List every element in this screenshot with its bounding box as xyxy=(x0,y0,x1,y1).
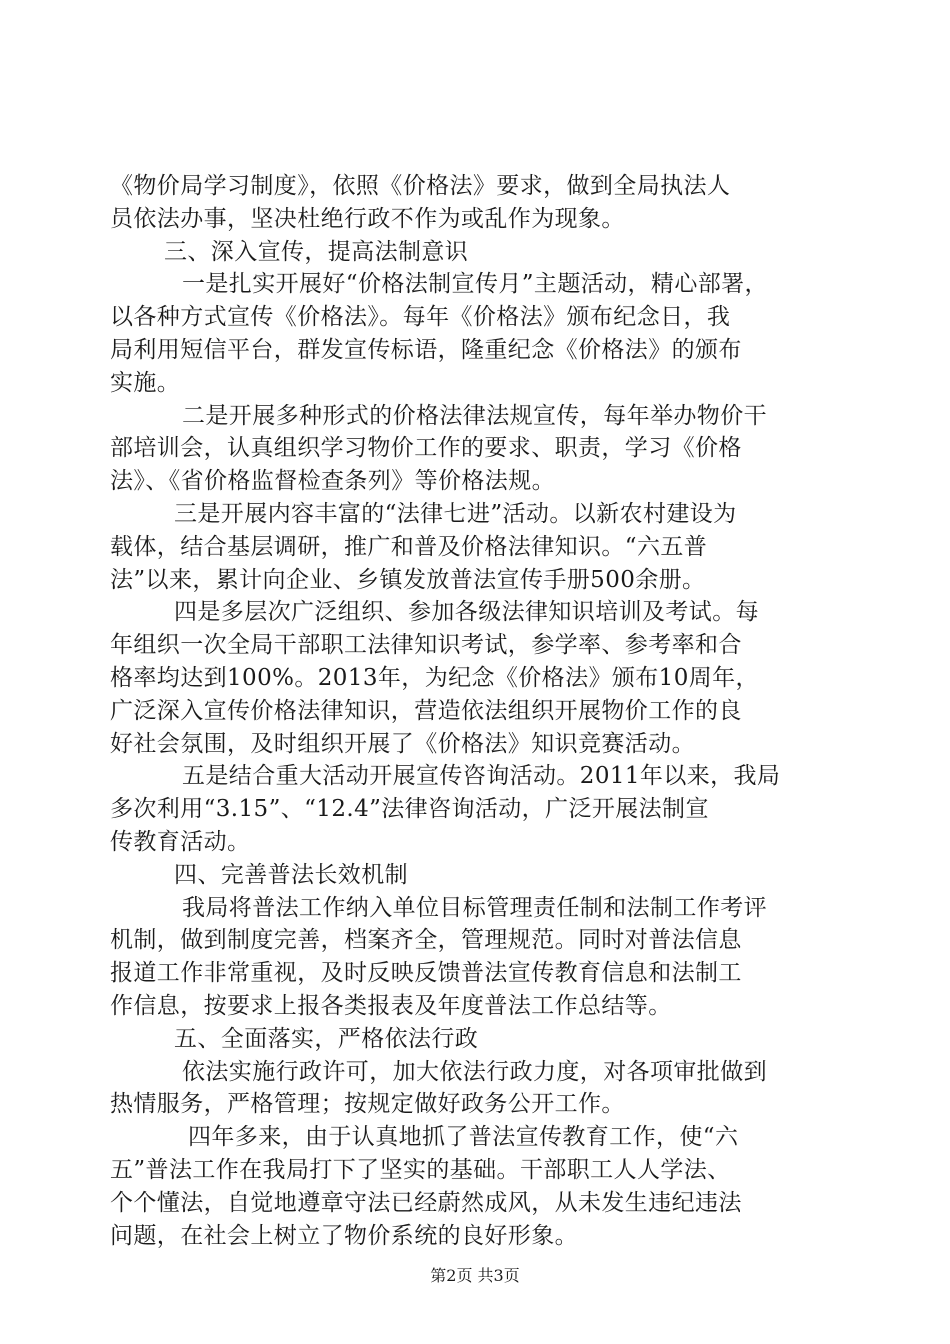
text-line: 员依法办事，坚决杜绝行政不作为或乱作为现象。 xyxy=(110,205,625,232)
text-line: 以各种方式宣传《价格法》。每年《价格法》颁布纪念日，我 xyxy=(110,304,731,331)
text-line: 五”普法工作在我局打下了坚实的基础。干部职工人人学法、 xyxy=(110,1156,731,1183)
text-line: 五、全面落实，严格依法行政 xyxy=(174,1025,479,1052)
text-line: 机制，做到制度完善，档案齐全，管理规范。同时对普法信息 xyxy=(110,927,742,954)
text-line: 二是开展多种形式的价格法律法规宣传，每年举办物价干 xyxy=(182,402,767,429)
text-line: 个个懂法，自觉地遵章守法已经蔚然成风，从未发生违纪违法 xyxy=(110,1189,742,1216)
text-line: 法”以来，累计向企业、乡镇发放普法宣传手册500余册。 xyxy=(110,566,706,593)
text-line: 三是开展内容丰富的“法律七进”活动。以新农村建设为 xyxy=(174,500,737,527)
text-line: 热情服务，严格管理；按规定做好政务公开工作。 xyxy=(110,1091,625,1118)
page-footer xyxy=(0,1266,950,1286)
text-line: 依法实施行政许可，加大依法行政力度，对各项审批做到 xyxy=(182,1058,767,1085)
text-line: 好社会氛围，及时组织开展了《价格法》知识竞赛活动。 xyxy=(110,730,695,757)
text-line: 广泛深入宣传价格法律知识，营造依法组织开展物价工作的良 xyxy=(110,697,742,724)
document-body xyxy=(110,170,835,1252)
text-line: 我局将普法工作纳入单位目标管理责任制和法制工作考评 xyxy=(182,894,767,921)
text-line: 法》、《省价格监督检查条列》等价格法规。 xyxy=(110,468,555,495)
text-line: 《物价局学习制度》，依照《价格法》要求，做到全局执法人 xyxy=(110,173,731,199)
text-line: 四是多层次广泛组织、参加各级法律知识培训及考试。每 xyxy=(174,599,759,626)
text-line: 部培训会，认真组织学习物价工作的要求、职责，学习《价格 xyxy=(110,435,742,462)
text-line: 问题，在社会上树立了物价系统的良好形象。 xyxy=(110,1222,578,1249)
text-line: 一是扎实开展好“价格法制宣传月”主题活动，精心部署， xyxy=(182,271,768,298)
text-line: 格率均达到100%。2013年，为纪念《价格法》颁布10周年， xyxy=(110,664,759,691)
text-line: 传教育活动。 xyxy=(110,828,251,855)
text-line: 载体，结合基层调研，推广和普及价格法律知识。“六五普 xyxy=(110,533,708,560)
text-line: 局利用短信平台，群发宣传标语，隆重纪念《价格法》的颁布 xyxy=(110,336,742,363)
text-line: 四年多来，由于认真地抓了普法宣传教育工作，使“六 xyxy=(188,1124,739,1151)
text-line: 报道工作非常重视，及时反映反馈普法宣传教育信息和法制工 xyxy=(110,960,742,987)
text-line: 五是结合重大活动开展宣传咨询活动。2011年以来，我局 xyxy=(182,763,781,790)
page-number-label: 第2页 共3页 xyxy=(430,1266,520,1285)
text-line: 多次利用“3.15”、“12.4”法律咨询活动，广泛开展法制宣 xyxy=(110,796,709,823)
text-line: 三、深入宣传，提高法制意识 xyxy=(164,238,469,265)
text-line: 作信息，按要求上报各类报表及年度普法工作总结等。 xyxy=(110,992,672,1019)
text-line: 四、完善普法长效机制 xyxy=(174,861,408,888)
text-line: 实施。 xyxy=(110,369,181,396)
text-line: 年组织一次全局干部职工法律知识考试，参学率、参考率和合 xyxy=(110,632,742,659)
